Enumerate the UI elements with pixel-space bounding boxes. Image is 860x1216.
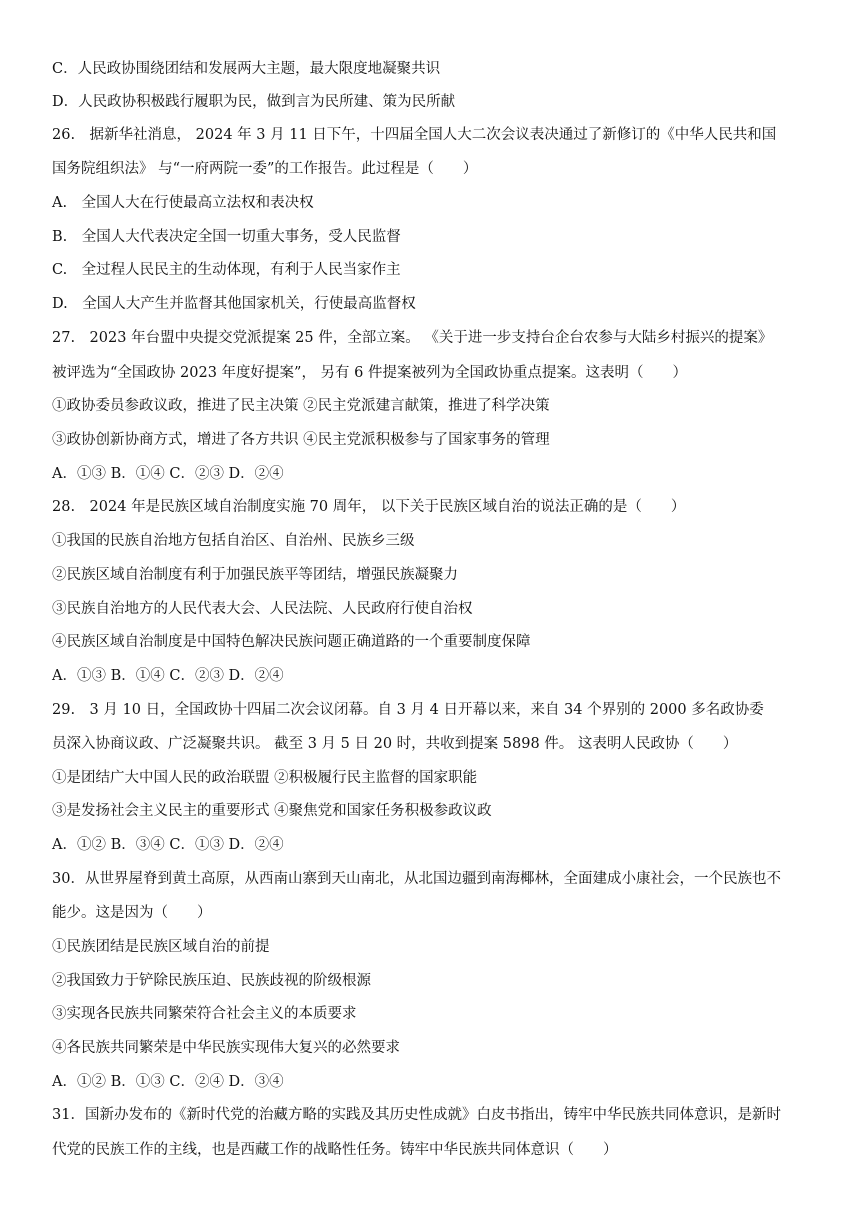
- text-line: 国务院组织法》 与“一府两院一委”的工作报告。此过程是（ ）: [52, 161, 478, 177]
- text-line: 被评选为“全国政协 2023 年度好提案”， 另有 6 件提案被列为全国政协重点提案。这表明（ ）: [52, 365, 687, 381]
- question-30-stem: 30．从世界屋脊到黄土高原，从西南山寨到天山南北，从北国边疆到南海椰林，全面建成小康社会，一个民族也不: [52, 871, 781, 887]
- option-d: D. 全国人大产生并监督其他国家机关，行使最高监督权: [52, 296, 416, 312]
- statement-line: ①民族团结是民族区域自治的前提: [52, 939, 270, 955]
- question-28-stem: 28. 2024 年是民族区域自治制度实施 70 周年， 以下关于民族区域自治的说法正确的是（ ）: [52, 499, 686, 515]
- statement-line: ④各民族共同繁荣是中华民族实现伟大复兴的必然要求: [52, 1040, 400, 1056]
- text-line: D．人民政协积极践行履职为民，做到言为民所建、策为民所献: [52, 94, 456, 110]
- question-26-stem: 26. 据新华社消息， 2024 年 3 月 11 日下午，十四届全国人大二次会议表决通过了新修订的《中华人民共和国: [52, 127, 777, 143]
- question-29-stem: 29. 3 月 10 日，全国政协十四届二次会议闭幕。自 3 月 4 日开幕以来，来自 34 个界别的 2000 多名政协委: [52, 702, 764, 718]
- statement-line: ④民族区域自治制度是中国特色解决民族问题正确道路的一个重要制度保障: [52, 634, 531, 650]
- statement-line: ①政协委员参政议政，推进了民主决策 ②民主党派建言献策，推进了科学决策: [52, 398, 550, 414]
- statement-line: ③实现各民族共同繁荣符合社会主义的本质要求: [52, 1006, 357, 1022]
- question-31-stem: 31．国新办发布的《新时代党的治藏方略的实践及其历史性成就》白皮书指出，铸牢中华民族共同体意识，是新时: [52, 1107, 781, 1123]
- statement-line: ②民族区域自治制度有利于加强民族平等团结，增强民族凝聚力: [52, 567, 458, 583]
- statement-line: ①是团结广大中国人民的政治联盟 ②积极履行民主监督的国家职能: [52, 770, 478, 786]
- statement-line: ③民族自治地方的人民代表大会、人民法院、人民政府行使自治权: [52, 601, 473, 617]
- option-c: C. 全过程人民民主的生动体现，有利于人民当家作主: [52, 262, 401, 278]
- statement-line: ②我国致力于铲除民族压迫、民族歧视的阶级根源: [52, 973, 371, 989]
- text-line: 代党的民族工作的主线，也是西藏工作的战略性任务。铸牢中华民族共同体意识（ ）: [52, 1142, 618, 1158]
- answer-options: A．①③ B．①④ C．②③ D．②④: [52, 668, 284, 684]
- statement-line: ①我国的民族自治地方包括自治区、自治州、民族乡三级: [52, 533, 415, 549]
- option-b: B. 全国人大代表决定全国一切重大事务，受人民监督: [52, 229, 401, 245]
- answer-options: A．①② B．③④ C．①③ D．②④: [52, 837, 284, 853]
- option-a: A. 全国人大在行使最高立法权和表决权: [52, 195, 314, 211]
- answer-options: A．①② B．①③ C．②④ D．③④: [52, 1074, 284, 1090]
- text-line: C．人民政协围绕团结和发展两大主题，最大限度地凝聚共识: [52, 61, 441, 77]
- answer-options: A．①③ B．①④ C．②③ D．②④: [52, 466, 284, 482]
- statement-line: ③政协创新协商方式，增进了各方共识 ④民主党派积极参与了国家事务的管理: [52, 432, 550, 448]
- statement-line: ③是发扬社会主义民主的重要形式 ④聚焦党和国家任务积极参政议政: [52, 803, 492, 819]
- text-line: 员深入协商议政、广泛凝聚共识。 截至 3 月 5 日 20 时，共收到提案 5898 件。 这表明人民政协（ ）: [52, 736, 738, 752]
- question-27-stem: 27. 2023 年台盟中央提交党派提案 25 件，全部立案。 《关于进一步支持台企台农参与大陆乡村振兴的提案》: [52, 330, 773, 346]
- text-line: 能少。这是因为（ ）: [52, 905, 212, 921]
